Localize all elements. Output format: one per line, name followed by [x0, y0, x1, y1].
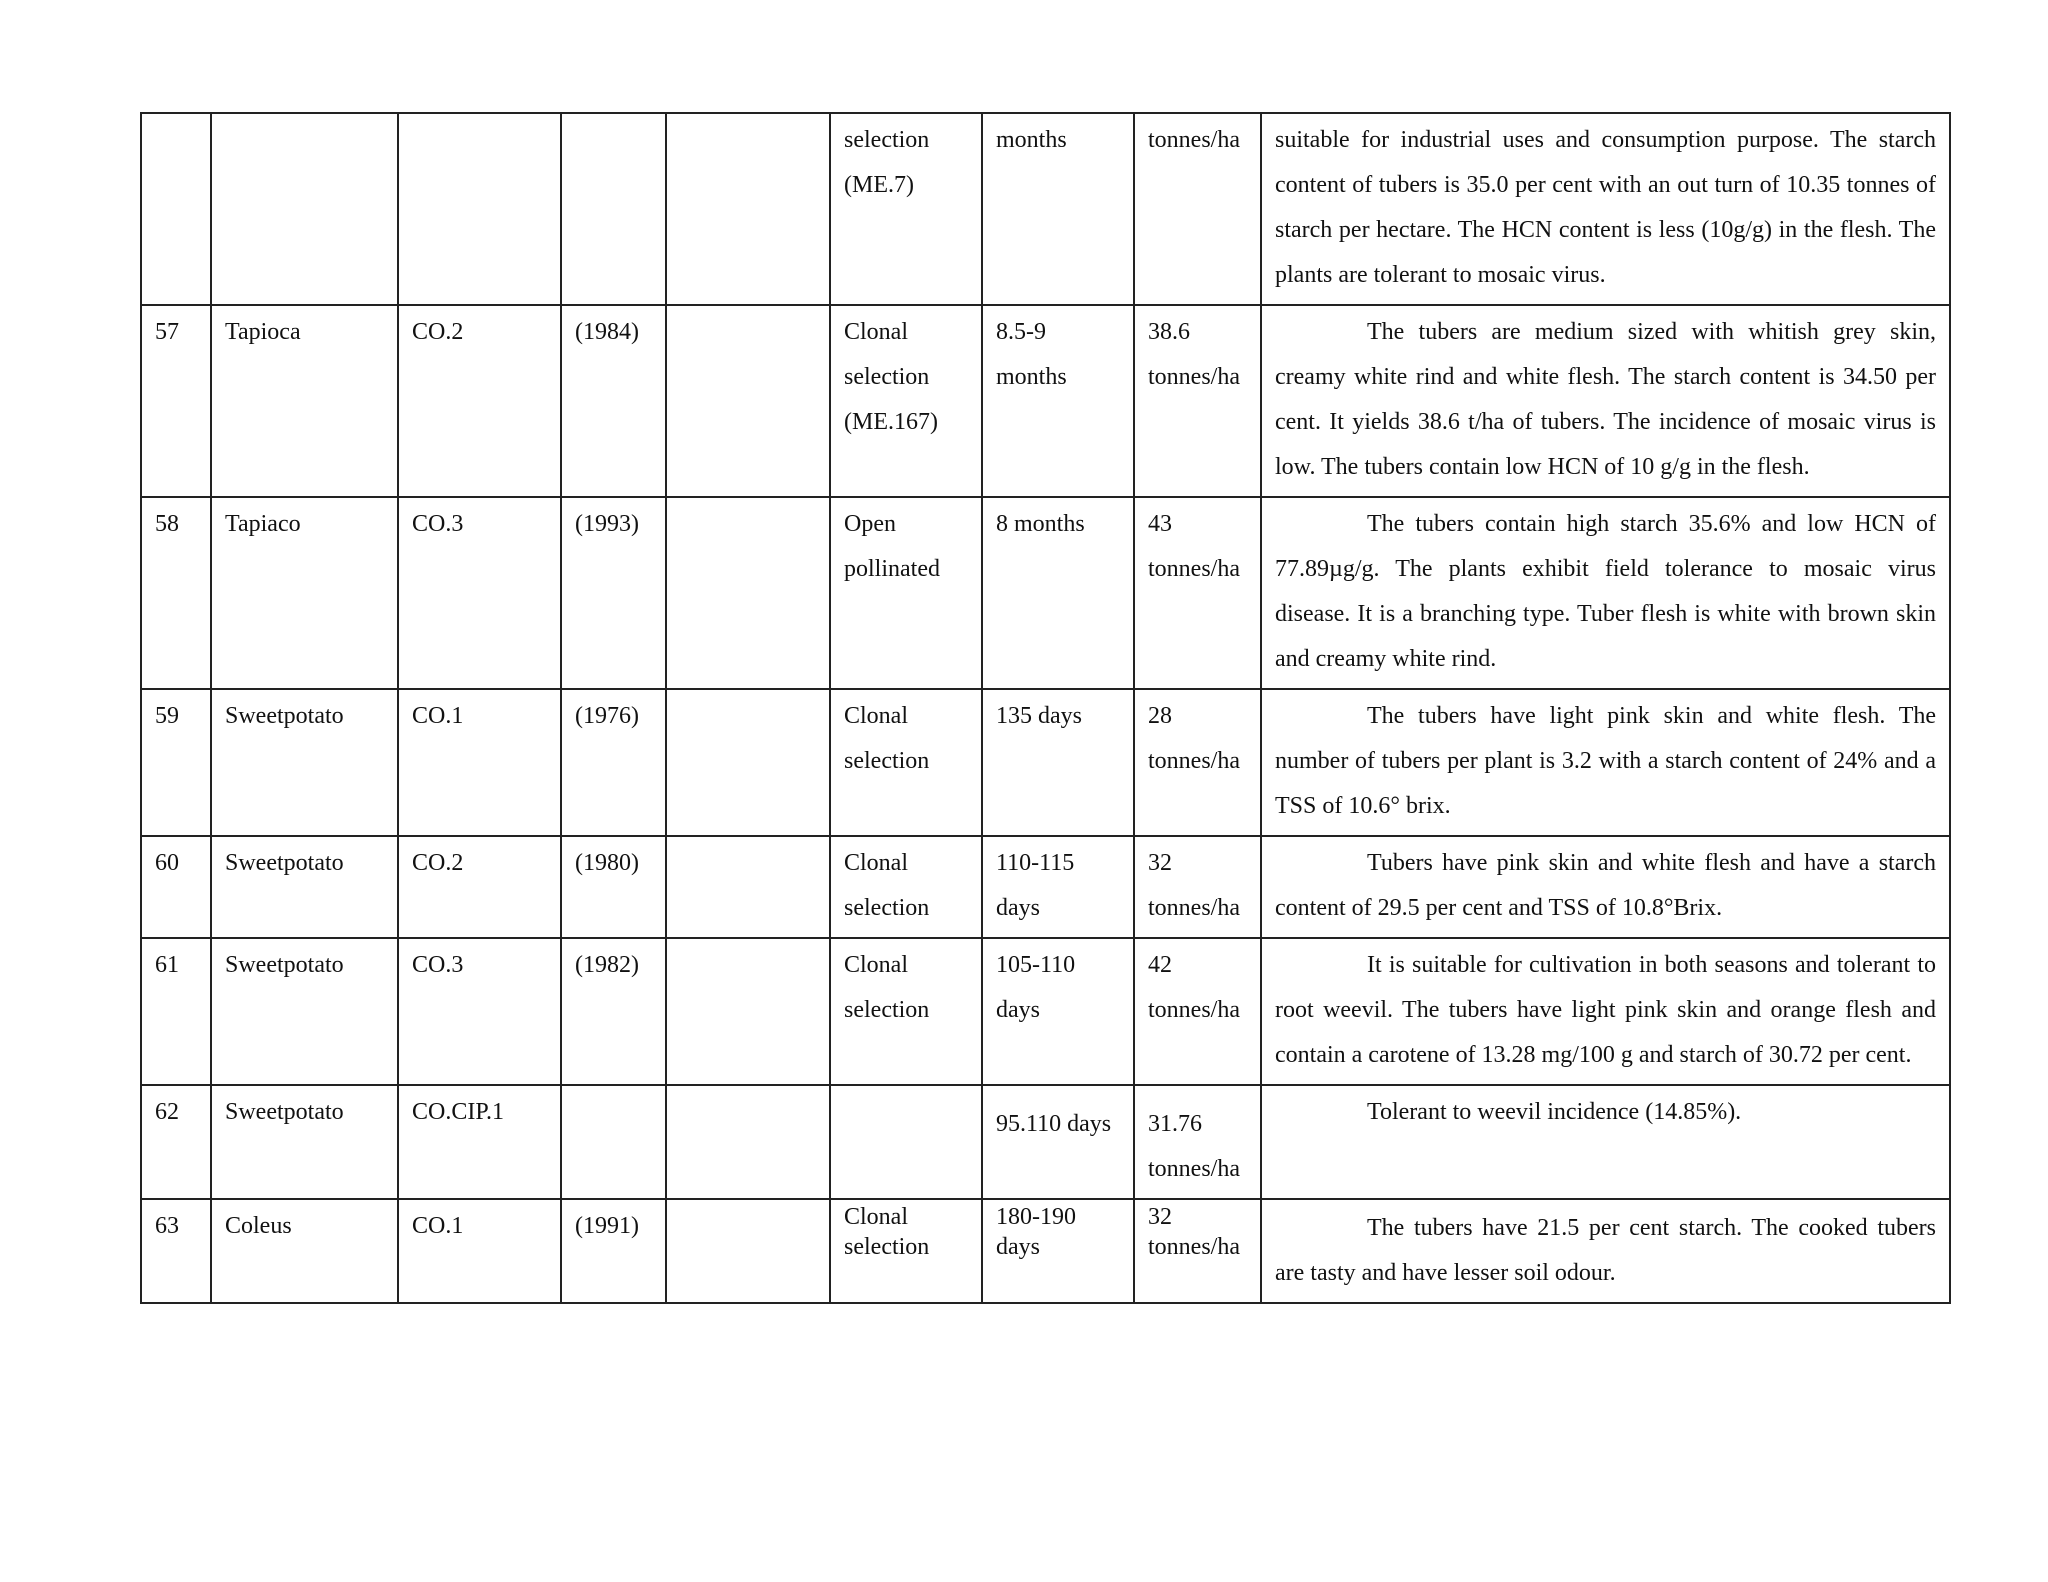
yield-cell-line: 42	[1148, 952, 1172, 978]
table-row	[141, 497, 1950, 689]
yield-cell-line: tonnes/ha	[1148, 364, 1240, 390]
crop-cell: Sweetpotato	[211, 689, 398, 836]
serial-number-cell: 61	[141, 938, 211, 1085]
variety-cell: CO.3	[398, 497, 561, 689]
variety-cell: CO.CIP.1	[398, 1085, 561, 1199]
duration-cell-line: 105-110	[996, 952, 1076, 978]
description-text: Tolerant to weevil incidence (14.85%).	[1367, 1099, 1742, 1125]
variety-cell: CO.1	[398, 1199, 561, 1303]
breeding-method-cell-line: Clonal	[844, 319, 908, 345]
release-year-cell: (1976)	[561, 689, 666, 836]
yield-cell-line: tonnes/ha	[1148, 1234, 1240, 1260]
variety-cell: CO.2	[398, 305, 561, 497]
crop-cell: Tapioca	[211, 305, 398, 497]
crop-varieties-table	[140, 112, 1951, 1304]
description-cell	[1261, 1085, 1950, 1199]
yield-cell	[1134, 938, 1261, 1085]
table-row	[141, 938, 1950, 1085]
description-text: The tubers contain high starch 35.6% and low HCN of 77.89µg/g. The plants exhibit field tolerance to mosaic virus disease. It is a branching type. Tuber flesh is white with brown skin and creamy white rind.	[1275, 511, 1936, 672]
yield-cell-line: tonnes/ha	[1148, 895, 1240, 921]
release-year-cell: (1993)	[561, 497, 666, 689]
crop-cell: Coleus	[211, 1199, 398, 1303]
description-cell	[1261, 113, 1950, 305]
yield-cell-line: 28	[1148, 703, 1172, 729]
duration-cell-line: 135 days	[996, 703, 1082, 729]
release-year-cell: (1991)	[561, 1199, 666, 1303]
description-cell	[1261, 1199, 1950, 1303]
parentage-cell	[666, 689, 830, 836]
breeding-method-cell-line: selection	[844, 1234, 930, 1260]
breeding-method-cell-line: pollinated	[844, 556, 940, 582]
yield-cell	[1134, 1199, 1261, 1303]
breeding-method-cell-line: selection	[844, 997, 930, 1023]
yield-cell	[1134, 305, 1261, 497]
duration-cell-line: days	[996, 997, 1040, 1023]
breeding-method-cell-line: (ME.167)	[844, 409, 938, 435]
description-text: suitable for industrial uses and consumption purpose. The starch content of tubers is 35.0 per cent with an out turn of 10.35 tonnes of starch per hectare. The HCN content is less (10g/g) in the flesh. The plants are tolerant to mosaic virus.	[1275, 127, 1936, 288]
parentage-cell	[666, 305, 830, 497]
duration-cell-line: months	[996, 364, 1067, 390]
description-text: It is suitable for cultivation in both seasons and tolerant to root weevil. The tubers have light pink skin and orange flesh and contain a carotene of 13.28 mg/100 g and starch of 30.72 per cent.	[1275, 952, 1936, 1068]
yield-cell-line: 31.76	[1148, 1111, 1202, 1137]
breeding-method-cell-line: Clonal	[844, 703, 908, 729]
table-row	[141, 1199, 1950, 1303]
yield-cell	[1134, 113, 1261, 305]
yield-cell-line: tonnes/ha	[1148, 997, 1240, 1023]
breeding-method-cell-line: Clonal	[844, 952, 908, 978]
crop-cell: Sweetpotato	[211, 836, 398, 938]
yield-cell	[1134, 836, 1261, 938]
breeding-method-cell	[830, 113, 982, 305]
description-cell	[1261, 689, 1950, 836]
description-cell	[1261, 305, 1950, 497]
yield-cell-line: tonnes/ha	[1148, 748, 1240, 774]
duration-cell-line: 8 months	[996, 511, 1085, 537]
description-cell	[1261, 497, 1950, 689]
breeding-method-cell	[830, 836, 982, 938]
variety-cell: CO.1	[398, 689, 561, 836]
parentage-cell	[666, 1199, 830, 1303]
variety-cell: CO.3	[398, 938, 561, 1085]
breeding-method-cell-line: Open	[844, 511, 896, 537]
duration-cell-line: 180-190	[996, 1204, 1076, 1230]
parentage-cell	[666, 836, 830, 938]
yield-cell-line: 32	[1148, 850, 1172, 876]
variety-cell	[398, 113, 561, 305]
duration-cell-line: days	[996, 895, 1040, 921]
breeding-method-cell	[830, 305, 982, 497]
duration-cell-line: 8.5-9	[996, 319, 1046, 345]
table-row	[141, 836, 1950, 938]
release-year-cell: (1982)	[561, 938, 666, 1085]
release-year-cell: (1980)	[561, 836, 666, 938]
release-year-cell	[561, 1085, 666, 1199]
release-year-cell: (1984)	[561, 305, 666, 497]
yield-cell-line: 38.6	[1148, 319, 1190, 345]
breeding-method-cell-line: selection	[844, 895, 930, 921]
serial-number-cell: 63	[141, 1199, 211, 1303]
duration-cell	[982, 1199, 1134, 1303]
duration-cell	[982, 305, 1134, 497]
breeding-method-cell	[830, 938, 982, 1085]
breeding-method-cell-line: Clonal	[844, 850, 908, 876]
parentage-cell	[666, 938, 830, 1085]
breeding-method-cell	[830, 689, 982, 836]
breeding-method-cell-line: selection	[844, 127, 930, 153]
duration-cell-line: 110-115	[996, 850, 1075, 876]
variety-cell: CO.2	[398, 836, 561, 938]
description-cell	[1261, 938, 1950, 1085]
table-row	[141, 689, 1950, 836]
breeding-method-cell	[830, 1085, 982, 1199]
serial-number-cell: 60	[141, 836, 211, 938]
release-year-cell	[561, 113, 666, 305]
duration-cell	[982, 113, 1134, 305]
parentage-cell	[666, 497, 830, 689]
parentage-cell	[666, 1085, 830, 1199]
duration-cell-line: days	[996, 1234, 1040, 1260]
description-cell	[1261, 836, 1950, 938]
crop-cell: Sweetpotato	[211, 938, 398, 1085]
serial-number-cell: 59	[141, 689, 211, 836]
breeding-method-cell-line: Clonal	[844, 1204, 908, 1230]
duration-cell-line: months	[996, 127, 1067, 153]
crop-cell: Sweetpotato	[211, 1085, 398, 1199]
description-text: The tubers have 21.5 per cent starch. The cooked tubers are tasty and have lesser soil odour.	[1275, 1215, 1936, 1286]
yield-cell-line: tonnes/ha	[1148, 1156, 1240, 1182]
serial-number-cell: 62	[141, 1085, 211, 1199]
breeding-method-cell-line: selection	[844, 364, 930, 390]
serial-number-cell: 57	[141, 305, 211, 497]
breeding-method-cell-line: selection	[844, 748, 930, 774]
breeding-method-cell	[830, 1199, 982, 1303]
crop-cell	[211, 113, 398, 305]
parentage-cell	[666, 113, 830, 305]
duration-cell	[982, 1085, 1134, 1199]
yield-cell	[1134, 497, 1261, 689]
breeding-method-cell	[830, 497, 982, 689]
description-text: The tubers are medium sized with whitish grey skin, creamy white rind and white flesh. The starch content is 34.50 per cent. It yields 38.6 t/ha of tubers. The incidence of mosaic virus is low. The tubers contain low HCN of 10 g/g in the flesh.	[1275, 319, 1936, 480]
crop-cell: Tapiaco	[211, 497, 398, 689]
serial-number-cell: 58	[141, 497, 211, 689]
yield-cell-line: tonnes/ha	[1148, 556, 1240, 582]
duration-cell	[982, 836, 1134, 938]
yield-cell-line: 43	[1148, 511, 1172, 537]
duration-cell	[982, 689, 1134, 836]
description-text: The tubers have light pink skin and white flesh. The number of tubers per plant is 3.2 with a starch content of 24% and a TSS of 10.6° brix.	[1275, 703, 1936, 819]
yield-cell-line: tonnes/ha	[1148, 127, 1240, 153]
duration-cell	[982, 938, 1134, 1085]
description-text: Tubers have pink skin and white flesh and have a starch content of 29.5 per cent and TSS of 10.8°Brix.	[1275, 850, 1936, 921]
table-body	[141, 113, 1950, 1303]
duration-cell-line: 95.110 days	[996, 1111, 1112, 1137]
table-row	[141, 1085, 1950, 1199]
duration-cell	[982, 497, 1134, 689]
yield-cell	[1134, 689, 1261, 836]
serial-number-cell	[141, 113, 211, 305]
yield-cell	[1134, 1085, 1261, 1199]
yield-cell-line: 32	[1148, 1204, 1172, 1230]
breeding-method-cell-line: (ME.7)	[844, 172, 914, 198]
table-row	[141, 113, 1950, 305]
table-row	[141, 305, 1950, 497]
